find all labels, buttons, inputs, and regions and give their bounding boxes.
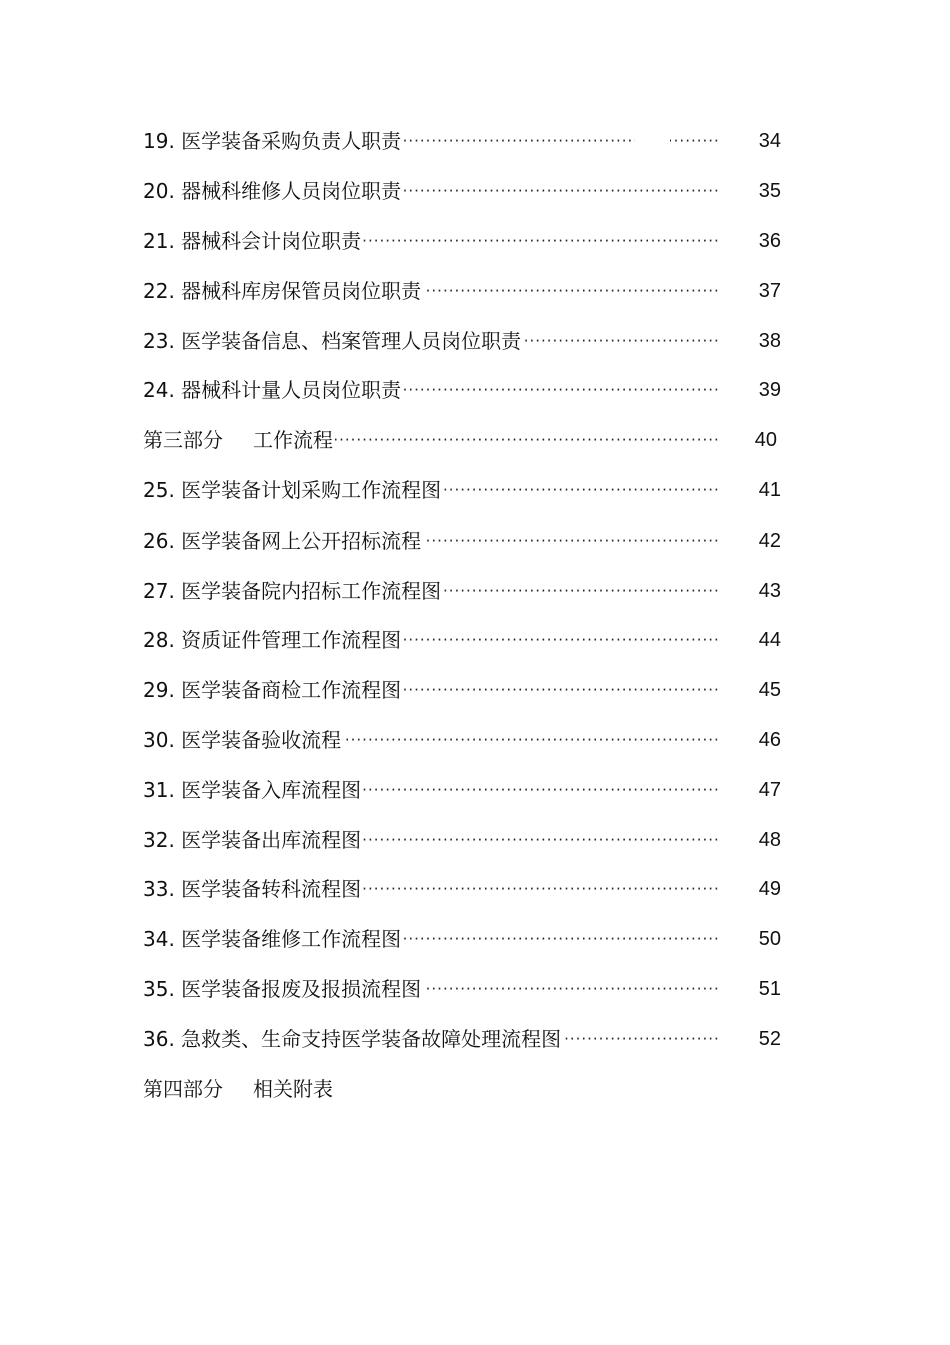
toc-entry-title: 32. 医学装备出库流程图	[143, 824, 363, 856]
toc-page-number: 41	[758, 479, 781, 501]
toc-entry-23[interactable]	[143, 325, 783, 357]
toc-page-number: 49	[758, 878, 781, 900]
toc-entry-20[interactable]	[143, 175, 783, 207]
toc-entry-title: 30. 医学装备验收流程	[143, 724, 343, 756]
toc-entry-36[interactable]	[143, 1023, 783, 1055]
toc-page-number: 37	[758, 280, 781, 302]
toc-page-number: 42	[758, 530, 781, 552]
toc-entry-19[interactable]	[143, 125, 783, 157]
toc-entry-34[interactable]	[143, 923, 783, 955]
toc-entry-title: 23. 医学装备信息、档案管理人员岗位职责	[143, 325, 523, 357]
toc-entry-25[interactable]	[143, 474, 783, 506]
toc-entry-title: 24. 器械科计量人员岗位职责	[143, 374, 403, 406]
toc-part-title: 工作流程	[253, 428, 333, 452]
toc-part-label: 第四部分	[143, 1077, 223, 1101]
toc-entry-title: 21. 器械科会计岗位职责	[143, 225, 363, 257]
toc-entry-title: 25. 医学装备计划采购工作流程图	[143, 474, 443, 506]
toc-entry-29[interactable]	[143, 674, 783, 706]
toc-entry-35[interactable]	[143, 973, 783, 1005]
toc-page-number: 45	[758, 679, 781, 701]
toc-page-number: 46	[758, 729, 781, 751]
toc-part-heading	[143, 424, 335, 456]
toc-page-number: 51	[758, 978, 781, 1000]
toc-entry-title: 29. 医学装备商检工作流程图	[143, 674, 403, 706]
toc-entry-title: 28. 资质证件管理工作流程图	[143, 624, 403, 656]
toc-part-three[interactable]	[143, 424, 783, 456]
toc-entry-title: 27. 医学装备院内招标工作流程图	[143, 575, 443, 607]
toc-page-number: 43	[758, 580, 781, 602]
toc-part-four[interactable]	[143, 1073, 783, 1105]
toc-page-number: 34	[758, 130, 781, 152]
toc-page-number: 39	[758, 379, 781, 401]
toc-page-number: 47	[758, 779, 781, 801]
toc-part-heading	[143, 1073, 335, 1105]
toc-entry-31[interactable]	[143, 774, 783, 806]
toc-entry-title: 20. 器械科维修人员岗位职责	[143, 175, 403, 207]
toc-entry-title: 19. 医学装备采购负责人职责	[143, 125, 403, 157]
toc-part-title: 相关附表	[253, 1077, 333, 1101]
toc-page-number: 52	[758, 1028, 781, 1050]
toc-entry-22[interactable]	[143, 275, 783, 307]
toc-entry-27[interactable]	[143, 575, 783, 607]
toc-entry-title: 22. 器械科库房保管员岗位职责	[143, 275, 423, 307]
toc-entry-30[interactable]	[143, 724, 783, 756]
toc-entry-33[interactable]	[143, 873, 783, 905]
toc-entry-21[interactable]	[143, 225, 783, 257]
toc-entry-32[interactable]	[143, 824, 783, 856]
toc-entry-26[interactable]	[143, 525, 783, 557]
toc-page-number: 50	[758, 928, 781, 950]
toc-page-number: 48	[758, 829, 781, 851]
toc-part-label: 第三部分	[143, 428, 223, 452]
toc-entry-title: 36. 急救类、生命支持医学装备故障处理流程图	[143, 1023, 563, 1055]
toc-entry-title: 35. 医学装备报废及报损流程图	[143, 973, 423, 1005]
toc-page-number: 35	[758, 180, 781, 202]
toc-entry-24[interactable]	[143, 374, 783, 406]
toc-entry-title: 31. 医学装备入库流程图	[143, 774, 363, 806]
toc-page-number: 40	[754, 429, 777, 451]
toc-entry-title: 33. 医学装备转科流程图	[143, 873, 363, 905]
toc-entry-title: 26. 医学装备网上公开招标流程	[143, 525, 423, 557]
toc-entry-28[interactable]	[143, 624, 783, 656]
toc-page-number: 44	[758, 629, 781, 651]
toc-page-number: 36	[758, 230, 781, 252]
toc-page-number: 38	[758, 330, 781, 352]
toc-entry-title: 34. 医学装备维修工作流程图	[143, 923, 403, 955]
